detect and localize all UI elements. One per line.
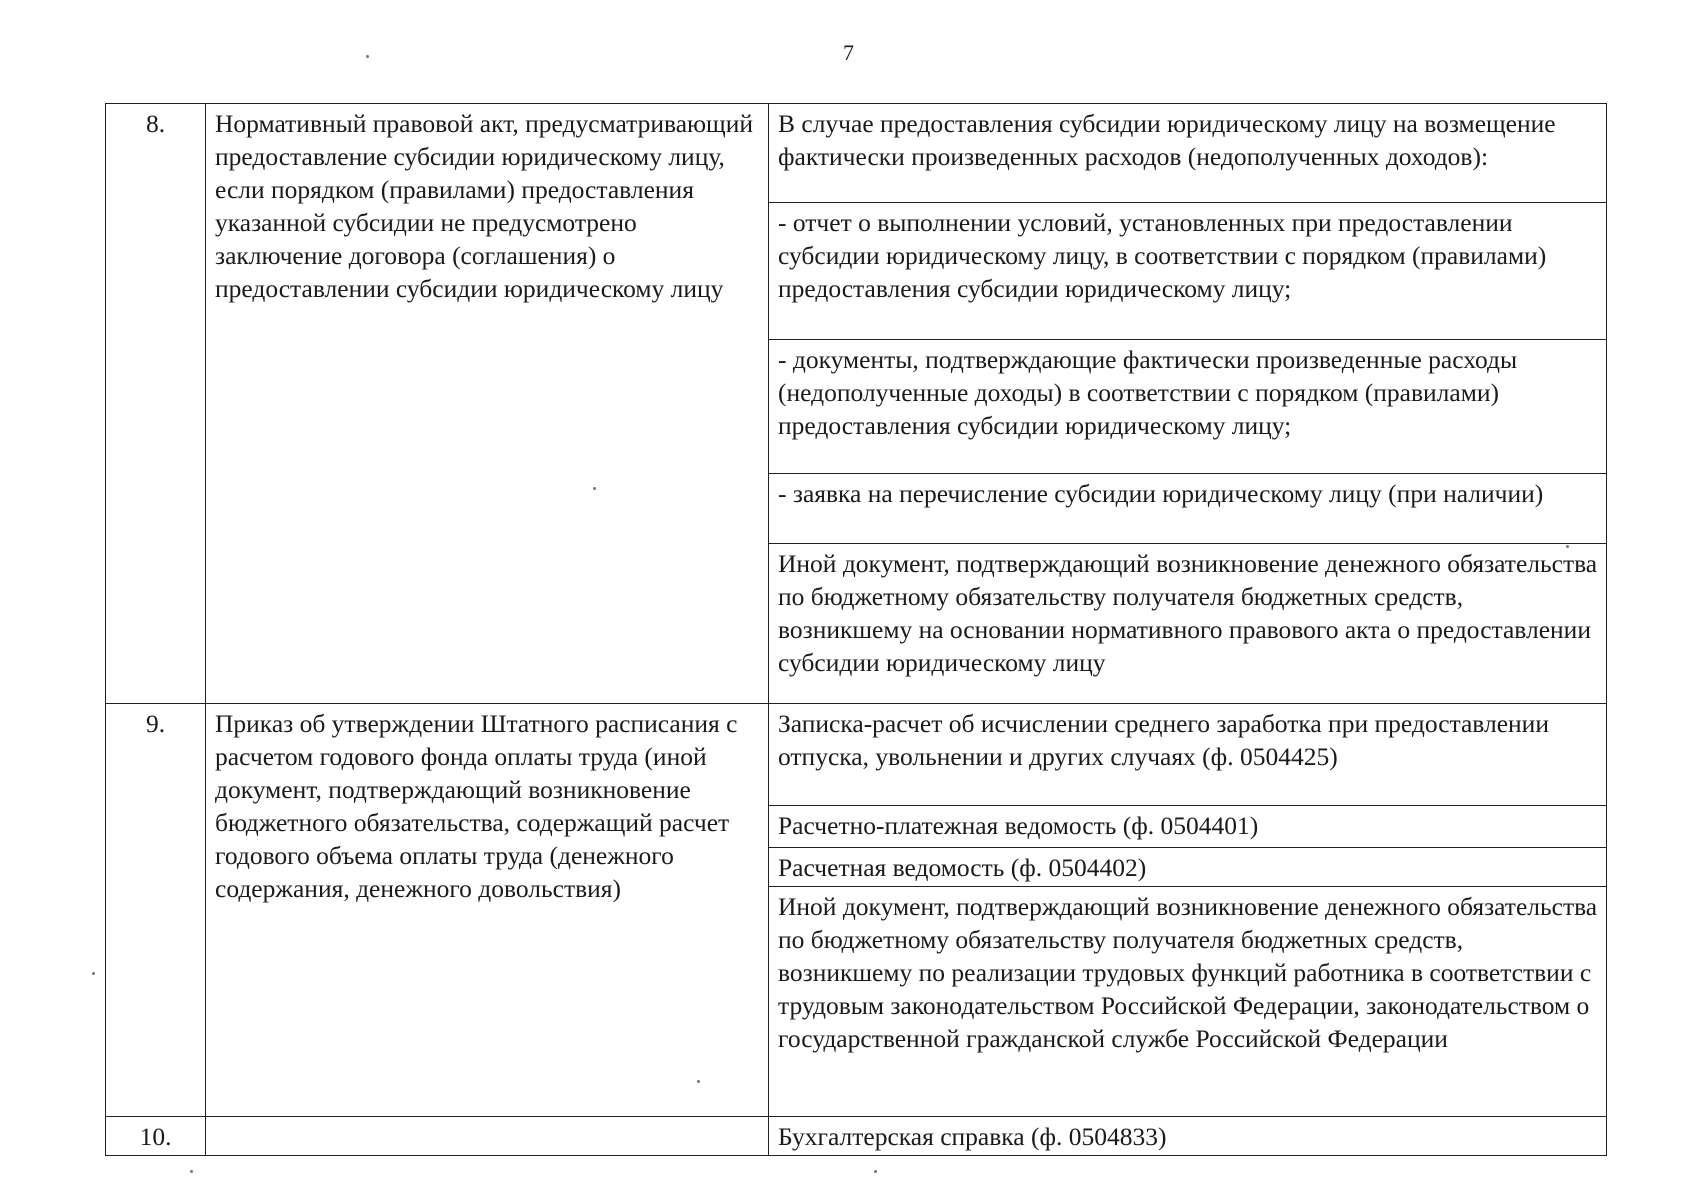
document-cell: Иной документ, подтверждающий возникновение денежного обязательства по бюджетному обязательству получателя бюджетных средств, возникшему на основании нормативного правового акта о предоставлении субсидии юридическому лицу <box>769 544 1607 704</box>
scan-speck <box>92 972 95 975</box>
scan-speck <box>1566 545 1569 548</box>
basis-cell <box>206 1117 769 1156</box>
document-cell: Расчетно-платежная ведомость (ф. 0504401) <box>769 806 1607 848</box>
scan-speck <box>190 1170 193 1173</box>
document-cell: - заявка на перечисление субсидии юридическому лицу (при наличии) <box>769 474 1607 544</box>
scan-speck <box>593 487 596 490</box>
row-number: 8. <box>106 104 206 704</box>
row-number: 9. <box>106 704 206 1117</box>
document-cell: Бухгалтерская справка (ф. 0504833) <box>769 1117 1607 1156</box>
row-number: 10. <box>106 1117 206 1156</box>
document-cell: Иной документ, подтверждающий возникновение денежного обязательства по бюджетному обязательству получателя бюджетных средств, возникшему по реализации трудовых функций работника в соответствии с трудовым законодательством Российской Федерации, законодательством о государственной гражданской службе Российской Федерации <box>769 887 1607 1117</box>
document-cell: - отчет о выполнении условий, установленных при предоставлении субсидии юридическому лицу, в соответствии с порядком (правилами) предоставления субсидии юридическому лицу; <box>769 203 1607 340</box>
table-row <box>106 104 1607 203</box>
page-number: 7 <box>843 40 854 65</box>
basis-cell: Нормативный правовой акт, предусматривающий предоставление субсидии юридическому лицу, если порядком (правилами) предоставления указанной субсидии не предусмотрено заключение договора (соглашения) о предоставлении субсидии юридическому лицу <box>206 104 769 704</box>
scan-speck <box>697 1080 700 1083</box>
document-cell: Записка-расчет об исчислении среднего заработка при предоставлении отпуска, увольнении и других случаях (ф. 0504425) <box>769 704 1607 806</box>
table-row <box>106 704 1607 806</box>
table-row <box>106 1117 1607 1156</box>
scan-speck <box>366 55 369 58</box>
scan-speck <box>874 1170 877 1173</box>
basis-cell: Приказ об утверждении Штатного расписания с расчетом годового фонда оплаты труда (иной документ, подтверждающий возникновение бюджетного обязательства, содержащий расчет годового объема оплаты труда (денежного содержания, денежного довольствия) <box>206 704 769 1117</box>
document-cell: В случае предоставления субсидии юридическому лицу на возмещение фактически произведенных расходов (недополученных доходов): <box>769 104 1607 203</box>
document-cell: - документы, подтверждающие фактически произведенные расходы (недополученные доходы) в соответствии с порядком (правилами) предоставления субсидии юридическому лицу; <box>769 340 1607 474</box>
documents-table <box>105 103 1607 1156</box>
document-cell: Расчетная ведомость (ф. 0504402) <box>769 848 1607 887</box>
